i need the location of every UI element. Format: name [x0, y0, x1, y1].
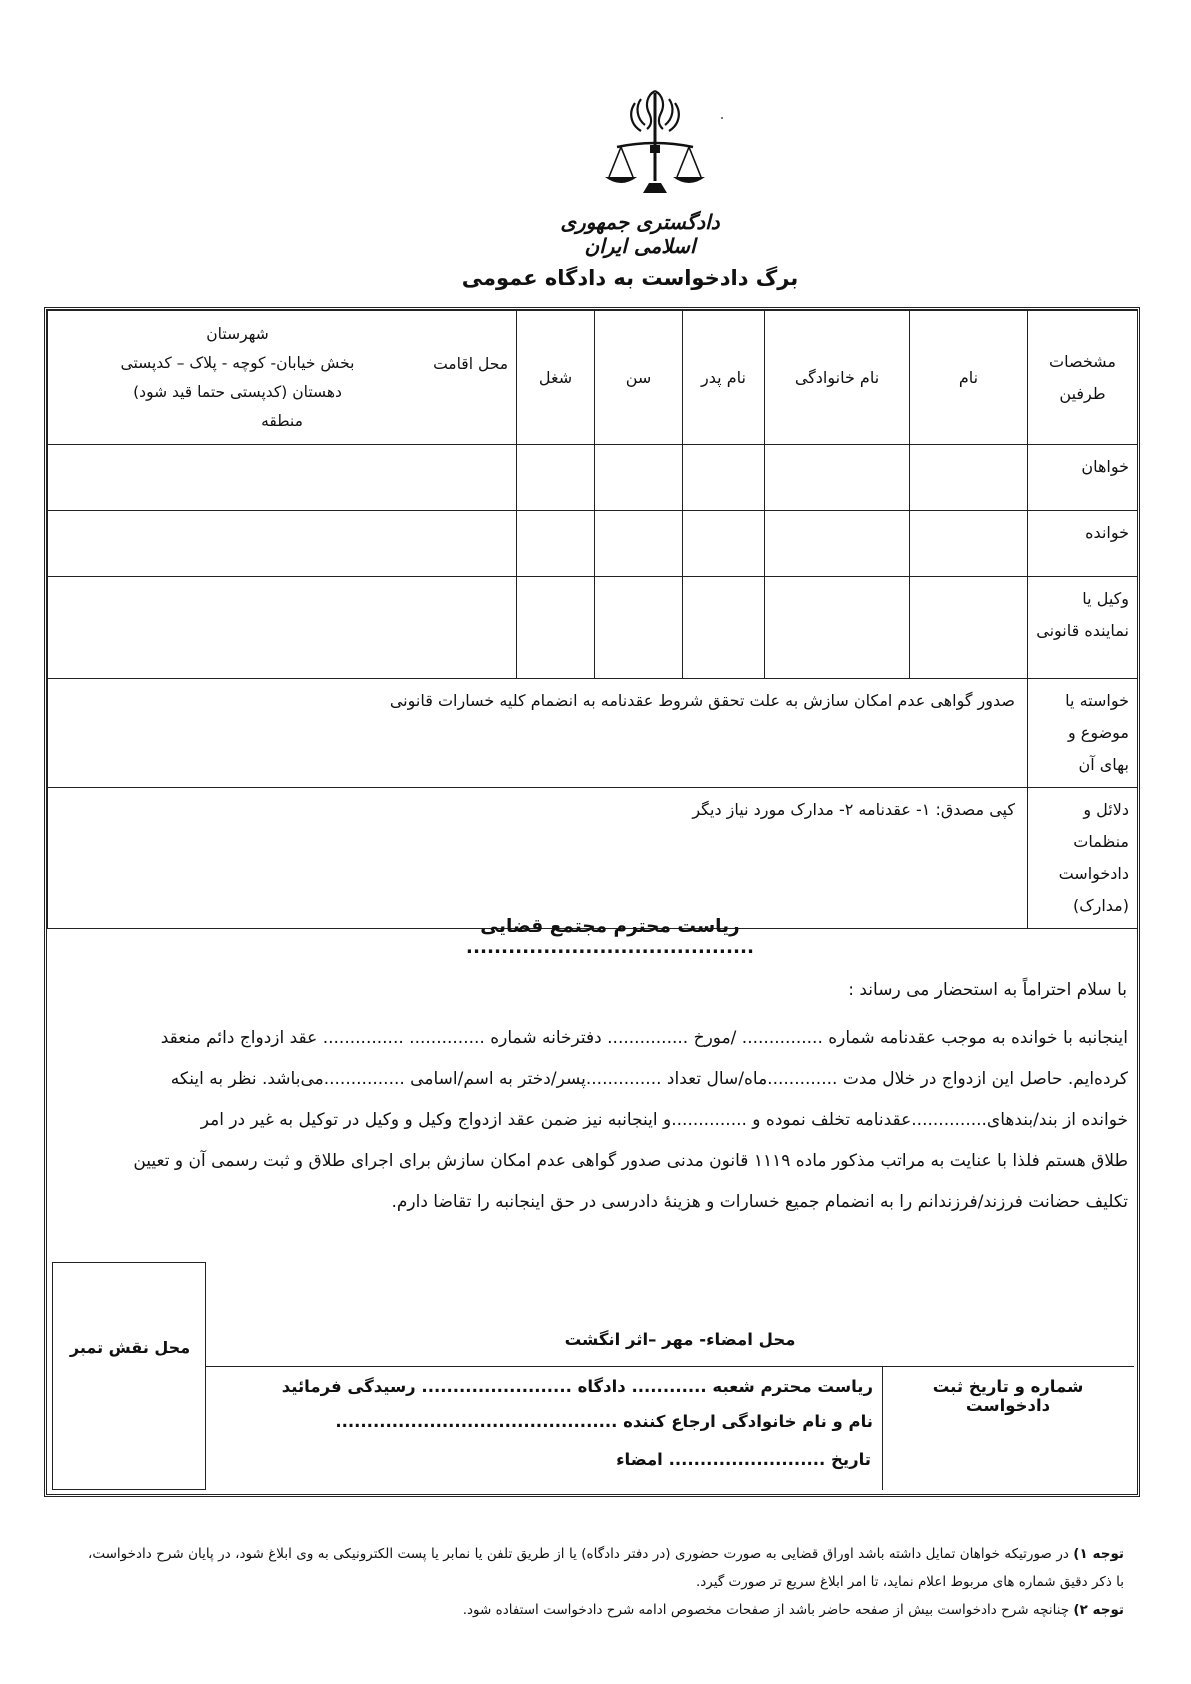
referral-line-3: تاریخ ......................... امضاء: [616, 1450, 871, 1469]
letter-line: خوانده از بند/بندهای..............عقدنامه تخلف نموده و ..............و اینجانبه نیز ضمن عقد ازدواج وکیل و وکیل در توکیل به غیر در امر: [200, 1110, 1128, 1130]
referral-line-2: نام و نام خانوادگی ارجاع کننده .............................................: [335, 1412, 873, 1431]
residence-line-1: شهرستان: [206, 324, 269, 343]
stamp-label: محل نقش تمبر: [69, 1338, 191, 1357]
note-1-label: توجه ۱): [1073, 1546, 1125, 1562]
speck: [721, 117, 723, 119]
lawyer-name-cell[interactable]: [910, 577, 1028, 679]
signature-label: محل امضاء- مهر –اثر انگشت: [564, 1330, 796, 1349]
form-title: برگ دادخواست به دادگاه عمومی: [461, 266, 799, 290]
plaintiff-row: [48, 445, 1138, 511]
referral-line-1: ریاست محترم شعبه ............ دادگاه ........................ رسیدگی فرمائید: [281, 1377, 873, 1396]
defendant-name-cell[interactable]: [910, 511, 1028, 577]
col-father-name: نام پدر: [683, 311, 765, 445]
evidence-row: [48, 788, 1138, 929]
col-family-name: نام خانوادگی: [765, 311, 910, 445]
stamp-box: [52, 1262, 206, 1490]
parties-table: [47, 310, 1138, 929]
iran-emblem-icon: [595, 85, 715, 205]
col-residence: [48, 311, 517, 445]
plaintiff-age-cell[interactable]: [595, 445, 683, 511]
registration-label: شماره و تاریخ ثبت دادخواست: [932, 1377, 1084, 1415]
letter-line: اینجانبه با خوانده به موجب عقدنامه شماره ............... /مورخ ............... دفترخانه شماره .............. ............... عقد ازدواج دائم منعقد: [160, 1028, 1128, 1048]
evidence-label: دلائل و منظمات دادخواست (مدارک): [1028, 788, 1138, 929]
claim-row: [48, 679, 1138, 788]
note-2: [88, 1596, 1124, 1624]
plaintiff-occupation-cell[interactable]: [517, 445, 595, 511]
lawyer-age-cell[interactable]: [595, 577, 683, 679]
defendant-label: خوانده: [1028, 511, 1138, 577]
lawyer-family-cell[interactable]: [765, 577, 910, 679]
defendant-age-cell[interactable]: [595, 511, 683, 577]
lawyer-label: وکیل یا نماینده قانونی: [1028, 577, 1138, 679]
defendant-family-cell[interactable]: [765, 511, 910, 577]
residence-line-4: منطقه: [261, 411, 303, 430]
table-header-row: [48, 311, 1138, 445]
plaintiff-father-cell[interactable]: [683, 445, 765, 511]
plaintiff-family-cell[interactable]: [765, 445, 910, 511]
note-1-text: در صورتیکه خواهان تمایل داشته باشد اوراق قضایی به صورت حضوری (در دفتر دادگاه) یا از طریق تلفن یا نمابر یا پست الکترونیکی به وی ابلاغ شود، در پایان شرح دادخواست، با ذکر دقیق شماره های مربوط اعلام نماید، تا امر ابلاغ سریع تر صورت گیرد.: [88, 1546, 1124, 1590]
col-name: نام: [910, 311, 1028, 445]
lawyer-residence-cell[interactable]: [48, 577, 517, 679]
letter-greeting: با سلام احتراماً به استحضار می رساند :: [848, 980, 1127, 1000]
plaintiff-residence-cell[interactable]: [48, 445, 517, 511]
letter-heading: ریاست محترم مجتمع قضایی .........................................: [465, 916, 755, 958]
footnotes: [88, 1540, 1124, 1624]
residence-label: محل اقامت: [433, 354, 508, 373]
plaintiff-label: خواهان: [1028, 445, 1138, 511]
residence-line-2: بخش خیابان- کوچه - پلاک – کدپستی: [120, 353, 355, 372]
letter-line: تکلیف حضانت فرزند/فرزندانم را به انضمام جمیع خسارات و هزینهٔ دادرسی در حق اینجانبه را تقاضا دارم.: [391, 1192, 1128, 1212]
claim-value[interactable]: صدور گواهی عدم امکان سازش به علت تحقق شروط عقدنامه به انضمام کلیه خسارات قانونی: [48, 679, 1028, 788]
plaintiff-name-cell[interactable]: [910, 445, 1028, 511]
col-age: سن: [595, 311, 683, 445]
residence-line-3: دهستان (کدپستی حتما قید شود): [133, 382, 342, 401]
defendant-father-cell[interactable]: [683, 511, 765, 577]
lawyer-father-cell[interactable]: [683, 577, 765, 679]
lawyer-row: [48, 577, 1138, 679]
note-2-label: توجه ۲): [1073, 1602, 1124, 1618]
claim-label: خواسته یا موضوع و بهای آن: [1028, 679, 1138, 788]
col-party-spec: مشخصات طرفین: [1028, 311, 1138, 445]
defendant-occupation-cell[interactable]: [517, 511, 595, 577]
letter-line: کرده‌ایم. حاصل این ازدواج در خلال مدت .............ماه/سال تعداد ..............پسر/دختر به اسم/اسامی ...............می‌باشد. نظر به اینکه: [170, 1069, 1128, 1089]
letter-line: طلاق هستم فلذا با عنایت به مراتب مذکور ماده ۱۱۱۹ قانون مدنی صدور گواهی عدم امکان سازش برای اجرای طلاق و ثبت رسمی آن و تعیین: [133, 1151, 1128, 1171]
defendant-row: [48, 511, 1138, 577]
divider-line: [206, 1366, 1134, 1367]
note-1: [88, 1540, 1124, 1596]
divider-line-vertical: [882, 1366, 883, 1490]
judiciary-name: دادگستری جمهوری اسلامی ایران: [560, 210, 720, 258]
col-occupation: شغل: [517, 311, 595, 445]
letter-body[interactable]: [82, 1018, 1128, 1223]
evidence-value[interactable]: کپی مصدق: ۱- عقدنامه ۲- مدارک مورد نیاز دیگر: [48, 788, 1028, 929]
defendant-residence-cell[interactable]: [48, 511, 517, 577]
note-2-text: چنانچه شرح دادخواست بیش از صفحه حاضر باشد از صفحات مخصوص ادامه شرح دادخواست استفاده شود.: [462, 1602, 1070, 1618]
lawyer-occupation-cell[interactable]: [517, 577, 595, 679]
